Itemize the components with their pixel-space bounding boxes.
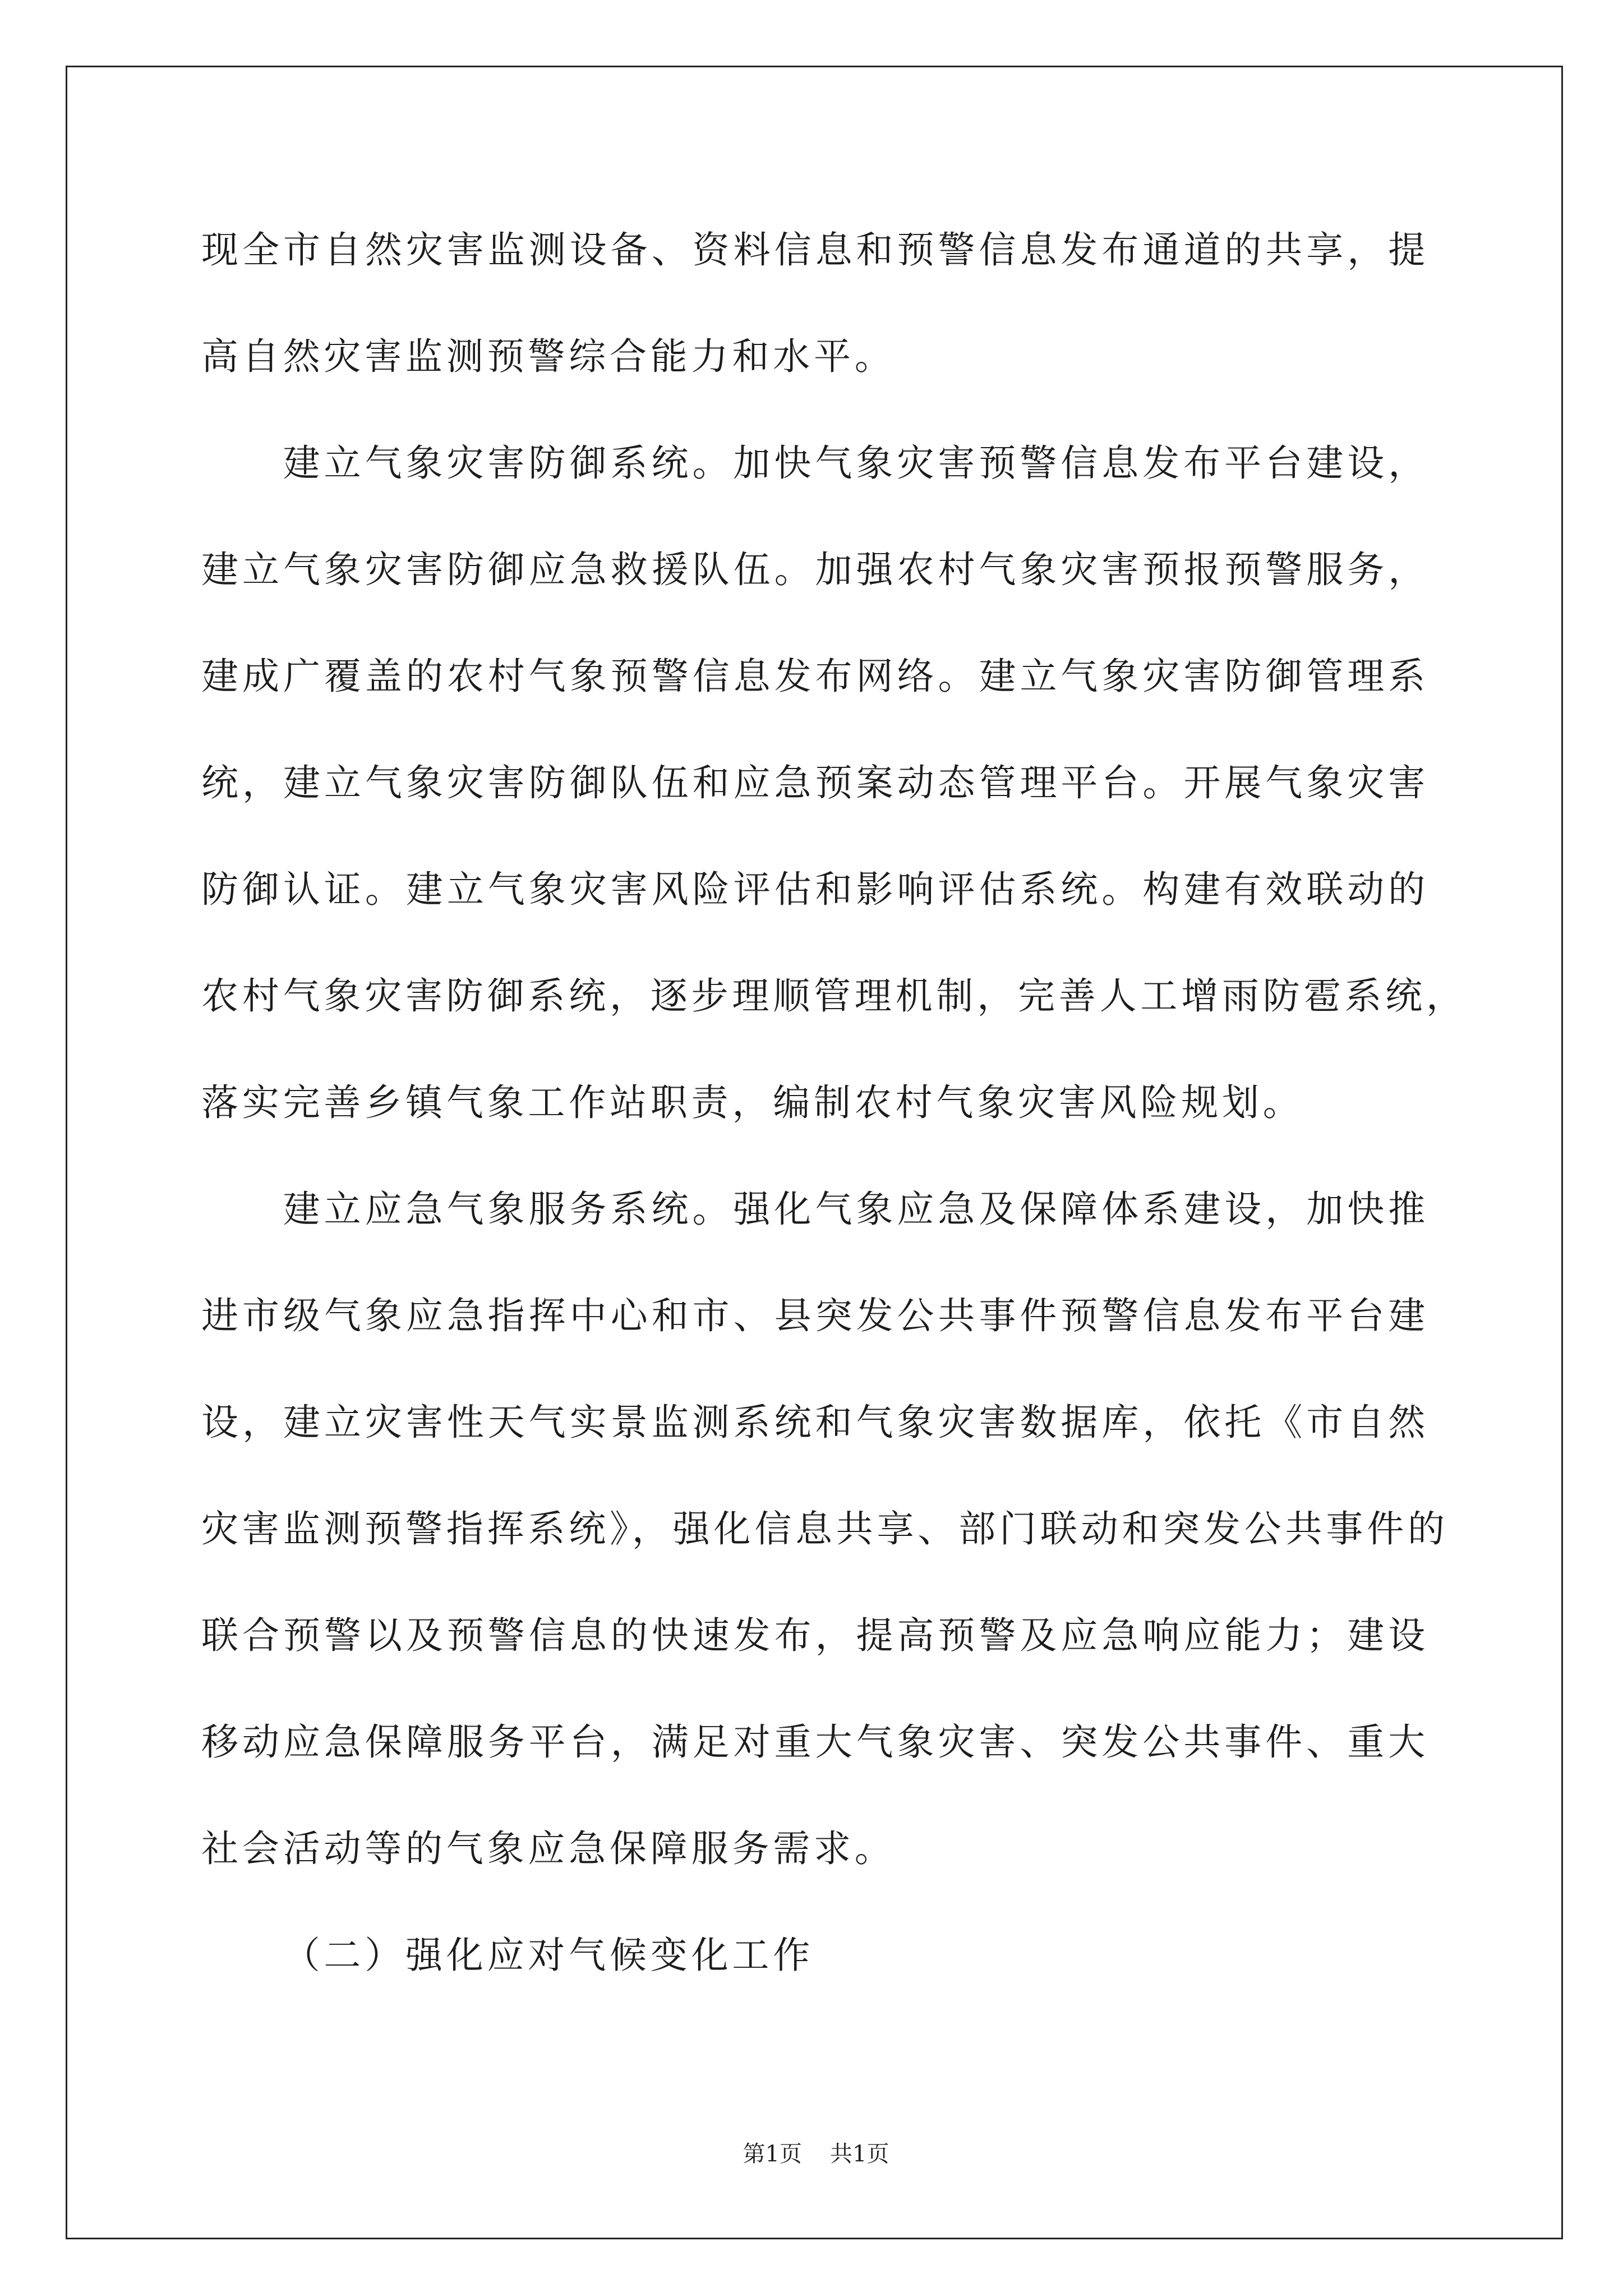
text-line: 落实完善乡镇气象工作站职责，编制农村气象灾害风险规划。	[201, 1081, 1304, 1124]
section-heading	[201, 1902, 1429, 2009]
text-line: （二）强化应对气候变化工作	[283, 1934, 814, 1977]
page-count: 共1页	[830, 2141, 889, 2167]
paragraph	[201, 197, 1429, 410]
text-line: 农村气象灾害防御系统，逐步理顺管理机制，完善人工增雨防雹系统，	[201, 974, 1467, 1018]
text-line: 社会活动等的气象应急保障服务需求。	[201, 1827, 896, 1870]
text-line: 现全市自然灾害监测设备、资料信息和预警信息发布通道的共享，提	[201, 228, 1429, 272]
document-body	[201, 197, 1467, 2009]
text-line: 设，建立灾害性天气实景监测系统和气象灾害数据库，依托《市自然	[201, 1401, 1429, 1444]
text-line: 防御认证。建立气象灾害风险评估和影响评估系统。构建有效联动的	[201, 868, 1429, 911]
paragraph	[201, 1156, 1449, 1902]
text-line: 建立气象灾害防御应急救援队伍。加强农村气象灾害预报预警服务，	[201, 548, 1429, 591]
page-number: 第1页	[743, 2141, 802, 2167]
text-line: 进市级气象应急指挥中心和市、县突发公共事件预警信息发布平台建	[201, 1294, 1429, 1337]
paragraph	[201, 410, 1467, 1156]
page-footer	[0, 2137, 1623, 2171]
text-line: 建立应急气象服务系统。强化气象应急及保障体系建设，加快推	[283, 1188, 1429, 1231]
text-line: 建立气象灾害防御系统。加快气象灾害预警信息发布平台建设，	[283, 441, 1429, 485]
text-line: 联合预警以及预警信息的快速发布，提高预警及应急响应能力；建设	[201, 1614, 1429, 1657]
text-line: 统，建立气象灾害防御队伍和应急预案动态管理平台。开展气象灾害	[201, 761, 1429, 804]
text-line: 灾害监测预警指挥系统》，强化信息共享、部门联动和突发公共事件的	[201, 1507, 1449, 1550]
text-line: 高自然灾害监测预警综合能力和水平。	[201, 335, 896, 378]
text-line: 建成广覆盖的农村气象预警信息发布网络。建立气象灾害防御管理系	[201, 655, 1429, 698]
text-line: 移动应急保障服务平台，满足对重大气象灾害、突发公共事件、重大	[201, 1720, 1429, 1764]
